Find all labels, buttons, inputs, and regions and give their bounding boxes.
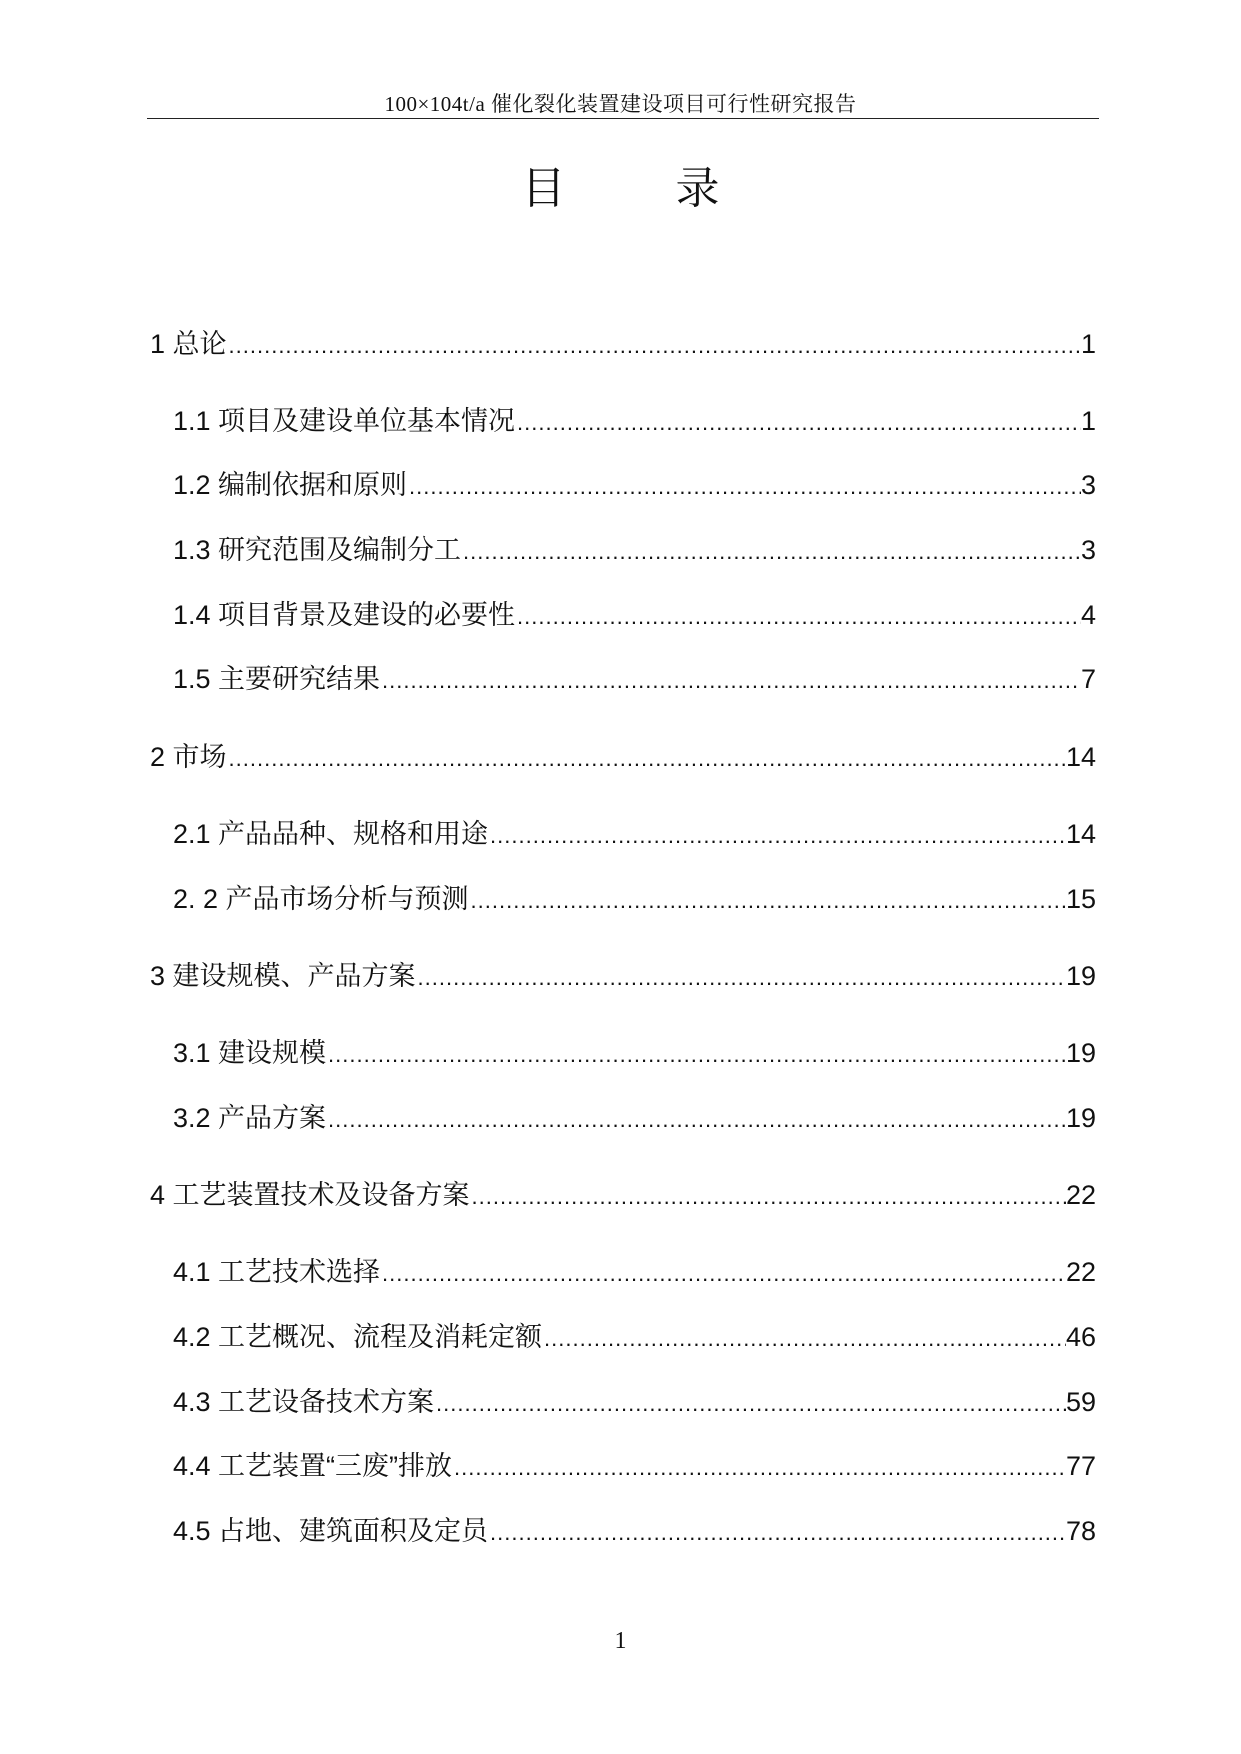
toc-entry-label: 1.3 研究范围及编制分工: [173, 535, 462, 565]
toc-entry-page: 1: [1080, 406, 1096, 436]
toc-entry[interactable]: [173, 593, 1096, 632]
toc-leader-dots: [488, 823, 1066, 849]
toc-entry-page: 15: [1065, 884, 1096, 914]
toc-entry-page: 19: [1065, 1038, 1096, 1068]
toc-entry-page: 4: [1080, 600, 1096, 630]
toc-entry[interactable]: [173, 1380, 1096, 1419]
running-header: 100×104t/a 催化裂化装置建设项目可行性研究报告: [384, 92, 857, 116]
toc-entry-label: 1.1 项目及建设单位基本情况: [173, 406, 516, 436]
toc-leader-dots: [470, 1184, 1066, 1210]
toc-entry-label: 2. 2 产品市场分析与预测: [173, 884, 469, 914]
toc-entry-page: 7: [1080, 664, 1096, 694]
toc-entry-page: 78: [1065, 1516, 1096, 1546]
toc-entry-page: 46: [1065, 1322, 1096, 1352]
toc-entry-label: 3.2 产品方案: [173, 1103, 327, 1133]
toc-entry-label: 3 建设规模、产品方案: [150, 961, 416, 991]
toc-leader-dots: [461, 539, 1081, 565]
toc-entry-label: 2.1 产品品种、规格和用途: [173, 819, 489, 849]
toc-entry[interactable]: [173, 463, 1096, 502]
toc-entry[interactable]: [173, 399, 1096, 438]
toc-leader-dots: [227, 333, 1081, 359]
toc-entry-page: 1: [1080, 329, 1096, 359]
toc-entry-page: 14: [1065, 819, 1096, 849]
toc-entry-label: 4.3 工艺设备技术方案: [173, 1387, 435, 1417]
toc-entry-page: 19: [1065, 961, 1096, 991]
toc-entry-page: 22: [1065, 1180, 1096, 1210]
toc-entry-label: 4 工艺装置技术及设备方案: [150, 1180, 470, 1210]
toc-leader-dots: [434, 1391, 1066, 1417]
page-number: 1: [614, 1628, 627, 1654]
toc-entry-label: 4.1 工艺技术选择: [173, 1257, 381, 1287]
toc-entry[interactable]: [173, 1315, 1096, 1354]
toc-entry-label: 1.2 编制依据和原则: [173, 470, 408, 500]
toc-leader-dots: [380, 1261, 1066, 1287]
toc-entry[interactable]: [150, 954, 1096, 993]
toc-leader-dots: [469, 888, 1066, 914]
toc-entry-page: 3: [1080, 470, 1096, 500]
toc-entry[interactable]: [173, 1250, 1096, 1289]
toc-leader-dots: [542, 1326, 1066, 1352]
toc-entry-label: 4.5 占地、建筑面积及定员: [173, 1516, 489, 1546]
toc-entry-page: 59: [1065, 1387, 1096, 1417]
toc-entry-page: 77: [1065, 1451, 1096, 1481]
toc-entry-page: 3: [1080, 535, 1096, 565]
toc-leader-dots: [227, 746, 1066, 772]
toc-entry[interactable]: [173, 1096, 1096, 1135]
toc-leader-dots: [488, 1520, 1066, 1546]
toc-entry[interactable]: [173, 657, 1096, 696]
toc-entry-label: 4.4 工艺装置“三废”排放: [173, 1451, 453, 1481]
toc-entry-page: 19: [1065, 1103, 1096, 1133]
toc-leader-dots: [452, 1455, 1066, 1481]
toc-entry-label: 1 总论: [150, 329, 227, 359]
toc-leader-dots: [515, 410, 1081, 436]
header-rule: [147, 118, 1099, 119]
toc-leader-dots: [407, 474, 1081, 500]
toc-entry[interactable]: [173, 1031, 1096, 1070]
toc-leader-dots: [326, 1042, 1066, 1068]
toc-entry[interactable]: [173, 877, 1096, 916]
toc-entry[interactable]: [150, 322, 1096, 361]
toc-entry-label: 4.2 工艺概况、流程及消耗定额: [173, 1322, 543, 1352]
toc-entry[interactable]: [173, 1509, 1096, 1548]
toc-entry-label: 1.4 项目背景及建设的必要性: [173, 600, 516, 630]
toc-leader-dots: [380, 668, 1081, 694]
toc-entry-page: 14: [1065, 742, 1096, 772]
toc-entry-label: 1.5 主要研究结果: [173, 664, 381, 694]
toc-entry[interactable]: [150, 735, 1096, 774]
toc-entry[interactable]: [173, 528, 1096, 567]
toc-entry-page: 22: [1065, 1257, 1096, 1287]
page-title: 目 录: [521, 163, 768, 214]
toc-leader-dots: [326, 1107, 1066, 1133]
toc-entry-label: 3.1 建设规模: [173, 1038, 327, 1068]
toc-leader-dots: [416, 965, 1066, 991]
toc-entry[interactable]: [173, 812, 1096, 851]
toc-entry-label: 2 市场: [150, 742, 227, 772]
toc-leader-dots: [515, 604, 1081, 630]
toc-entry[interactable]: [150, 1173, 1096, 1212]
toc-entry[interactable]: [173, 1444, 1096, 1483]
